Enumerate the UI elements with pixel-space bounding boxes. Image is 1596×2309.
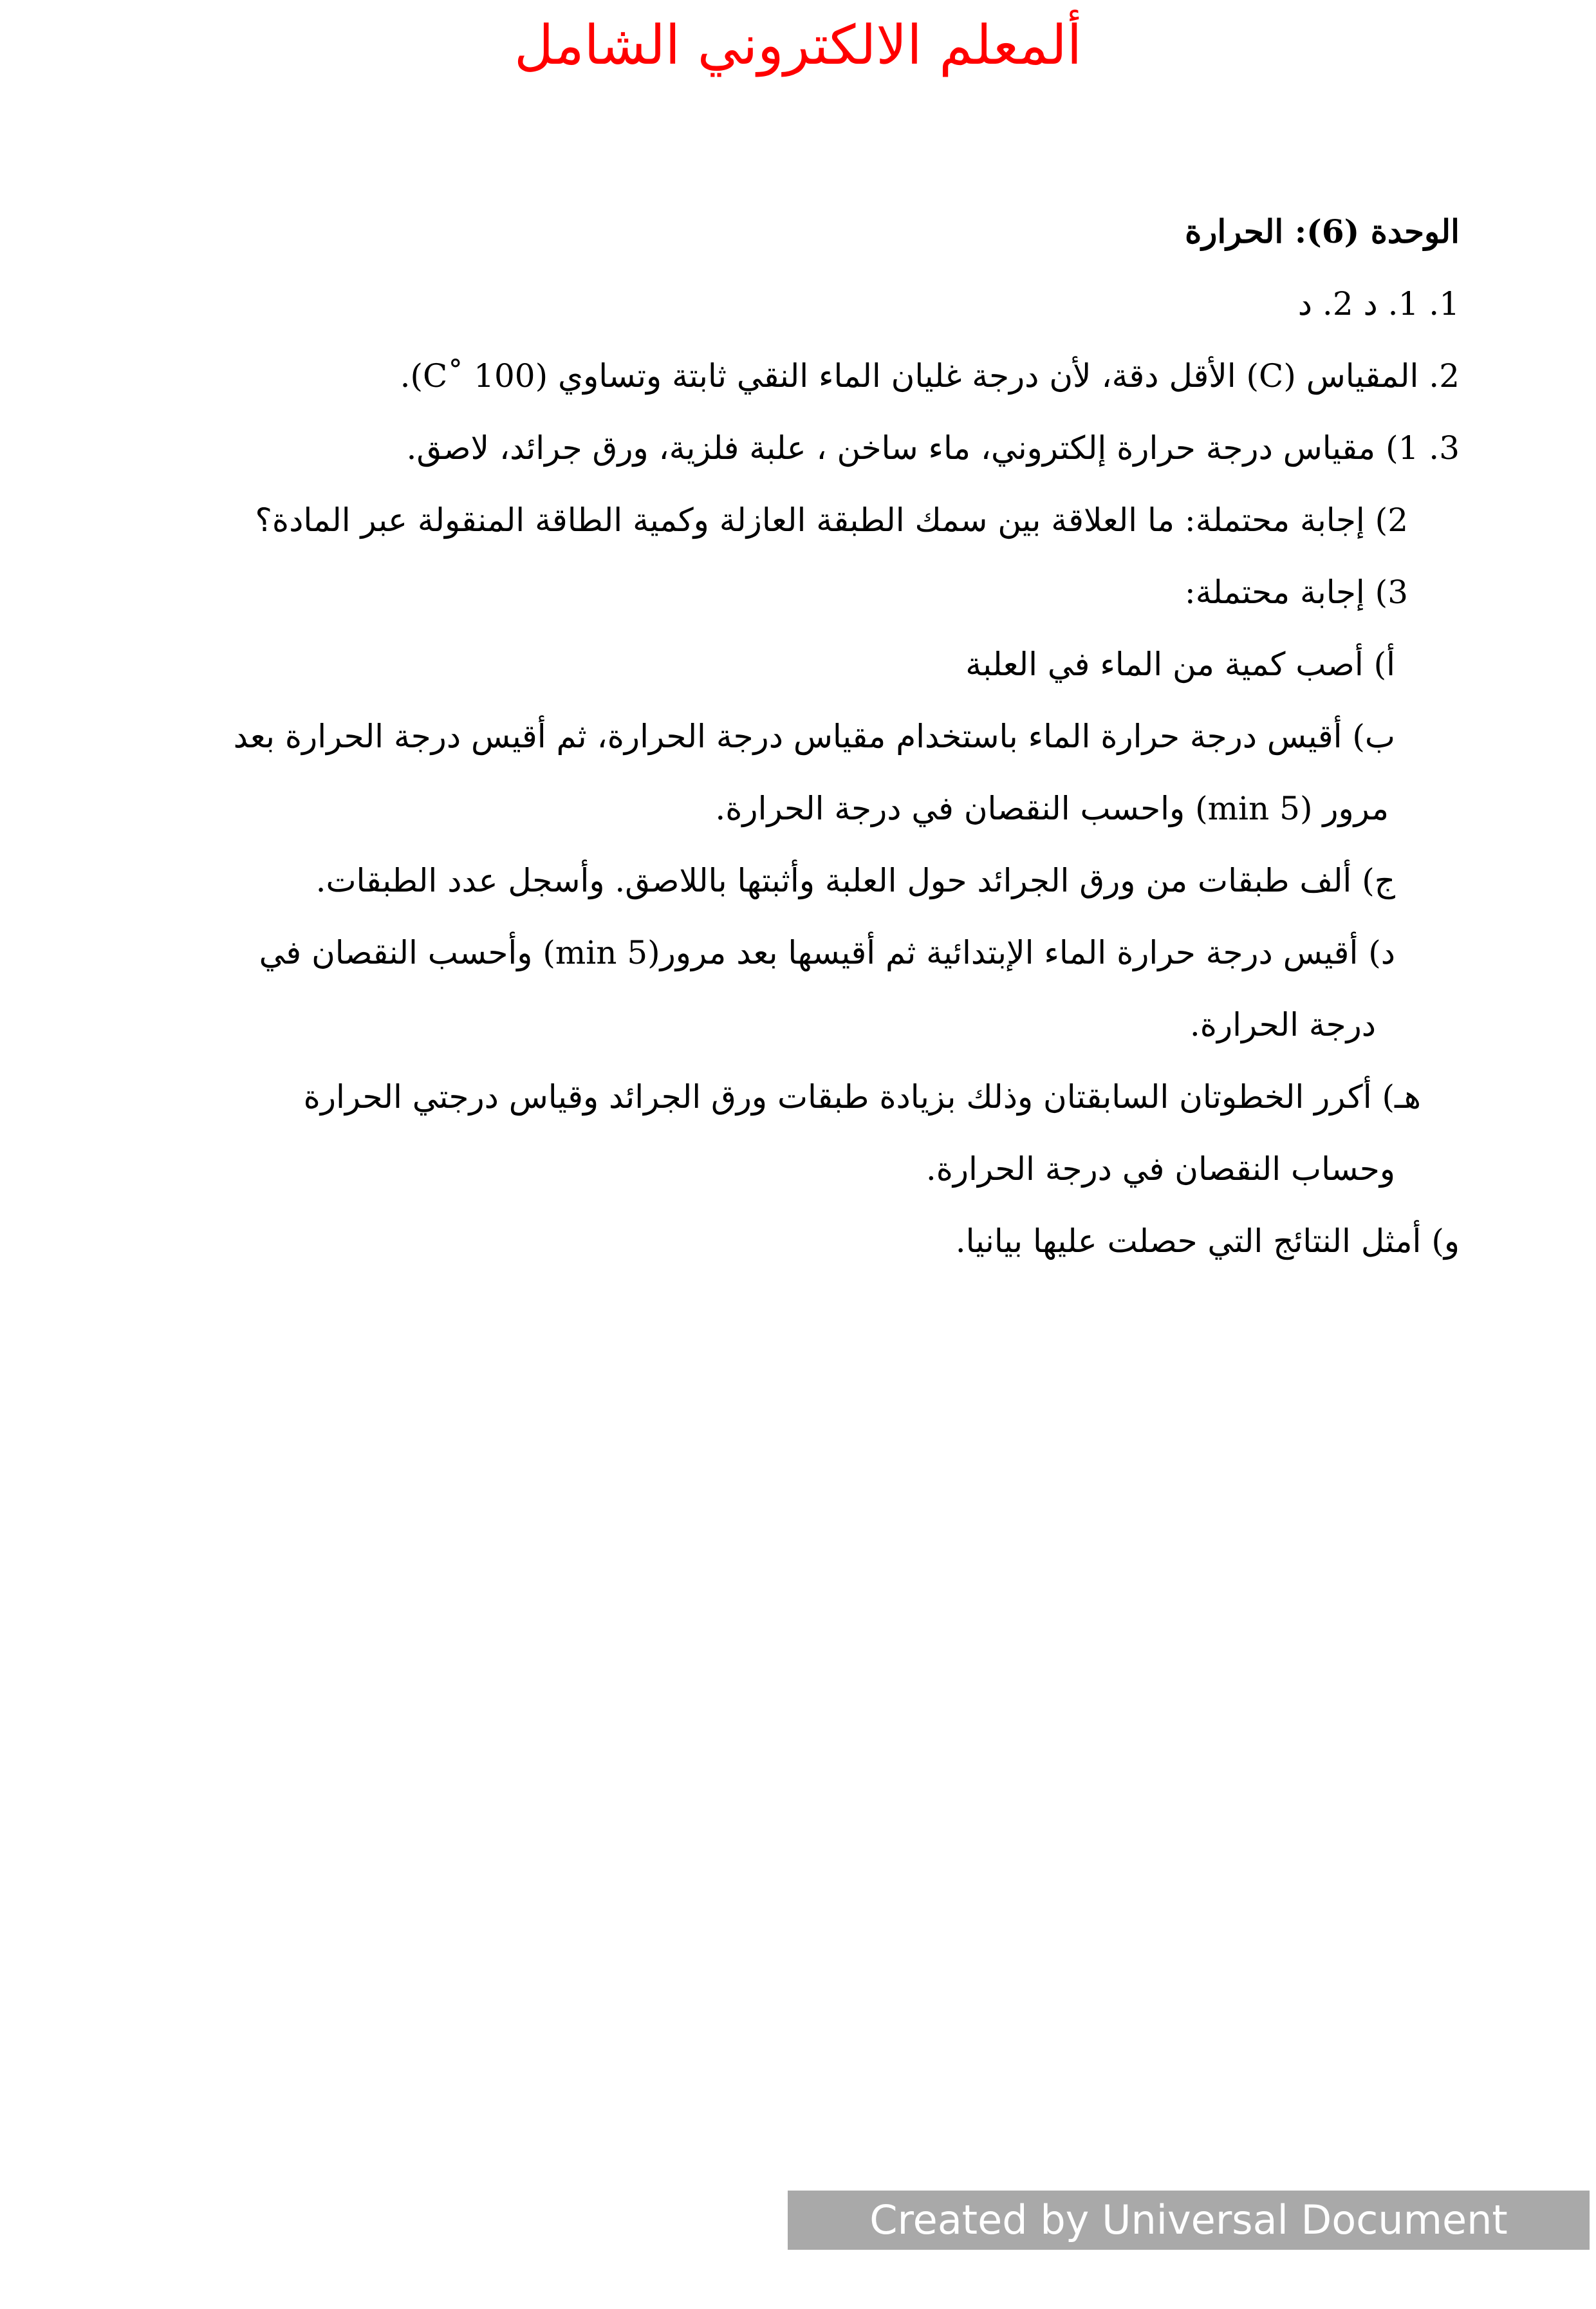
answer-line-9: ج) ألف طبقات من ورق الجرائد حول العلبة وأثبتها باللاصق. وأسجل عدد الطبقات. — [315, 862, 1395, 899]
answer-line-3: 3. 1) مقياس درجة حرارة إلكتروني، ماء ساخن ، علبة فلزية، ورق جرائد، لاصق. — [406, 429, 1460, 467]
answer-line-10: د) أقيس درجة حرارة الماء الإبتدائية ثم أقيسها بعد مرور(5 min) وأحسب النقصان في — [259, 934, 1395, 971]
answer-line-7: ب) أقيس درجة حرارة الماء باستخدام مقياس درجة الحرارة، ثم أقيس درجة الحرارة بعد — [233, 718, 1395, 755]
page-header-title: ألمعلم الالكتروني الشامل — [514, 14, 1082, 77]
converter-watermark-banner: Created by Universal Document Converter — [788, 2191, 1590, 2250]
answer-line-11: درجة الحرارة. — [1189, 1006, 1376, 1043]
answer-line-13: وحساب النقصان في درجة الحرارة. — [925, 1150, 1395, 1188]
answer-line-8: مرور (5 min) واحسب النقصان في درجة الحرارة. — [715, 790, 1389, 827]
answer-line-1: 1. 1. د 2. د — [1297, 285, 1460, 323]
answer-line-14: و) أمثل النتائج التي حصلت عليها بيانيا. — [955, 1222, 1460, 1260]
answer-line-2: 2. المقياس (C) الأقل دقة، لأن درجة غليان الماء النقي ثابتة وتساوي (C˚ 100). — [400, 357, 1460, 395]
answer-line-4: 2) إجابة محتملة: ما العلاقة بين سمك الطبقة العازلة وكمية الطاقة المنقولة عبر المادة؟ — [255, 501, 1408, 539]
answer-line-6: أ) أصب كمية من الماء في العلبة — [965, 646, 1395, 683]
answer-line-12: هـ) أكرر الخطوتان السابقتان وذلك بزيادة طبقات ورق الجرائد وقياس درجتي الحرارة — [303, 1078, 1421, 1116]
unit-heading: الوحدة (6): الحرارة — [1185, 212, 1460, 250]
answer-line-5: 3) إجابة محتملة: — [1184, 574, 1408, 611]
